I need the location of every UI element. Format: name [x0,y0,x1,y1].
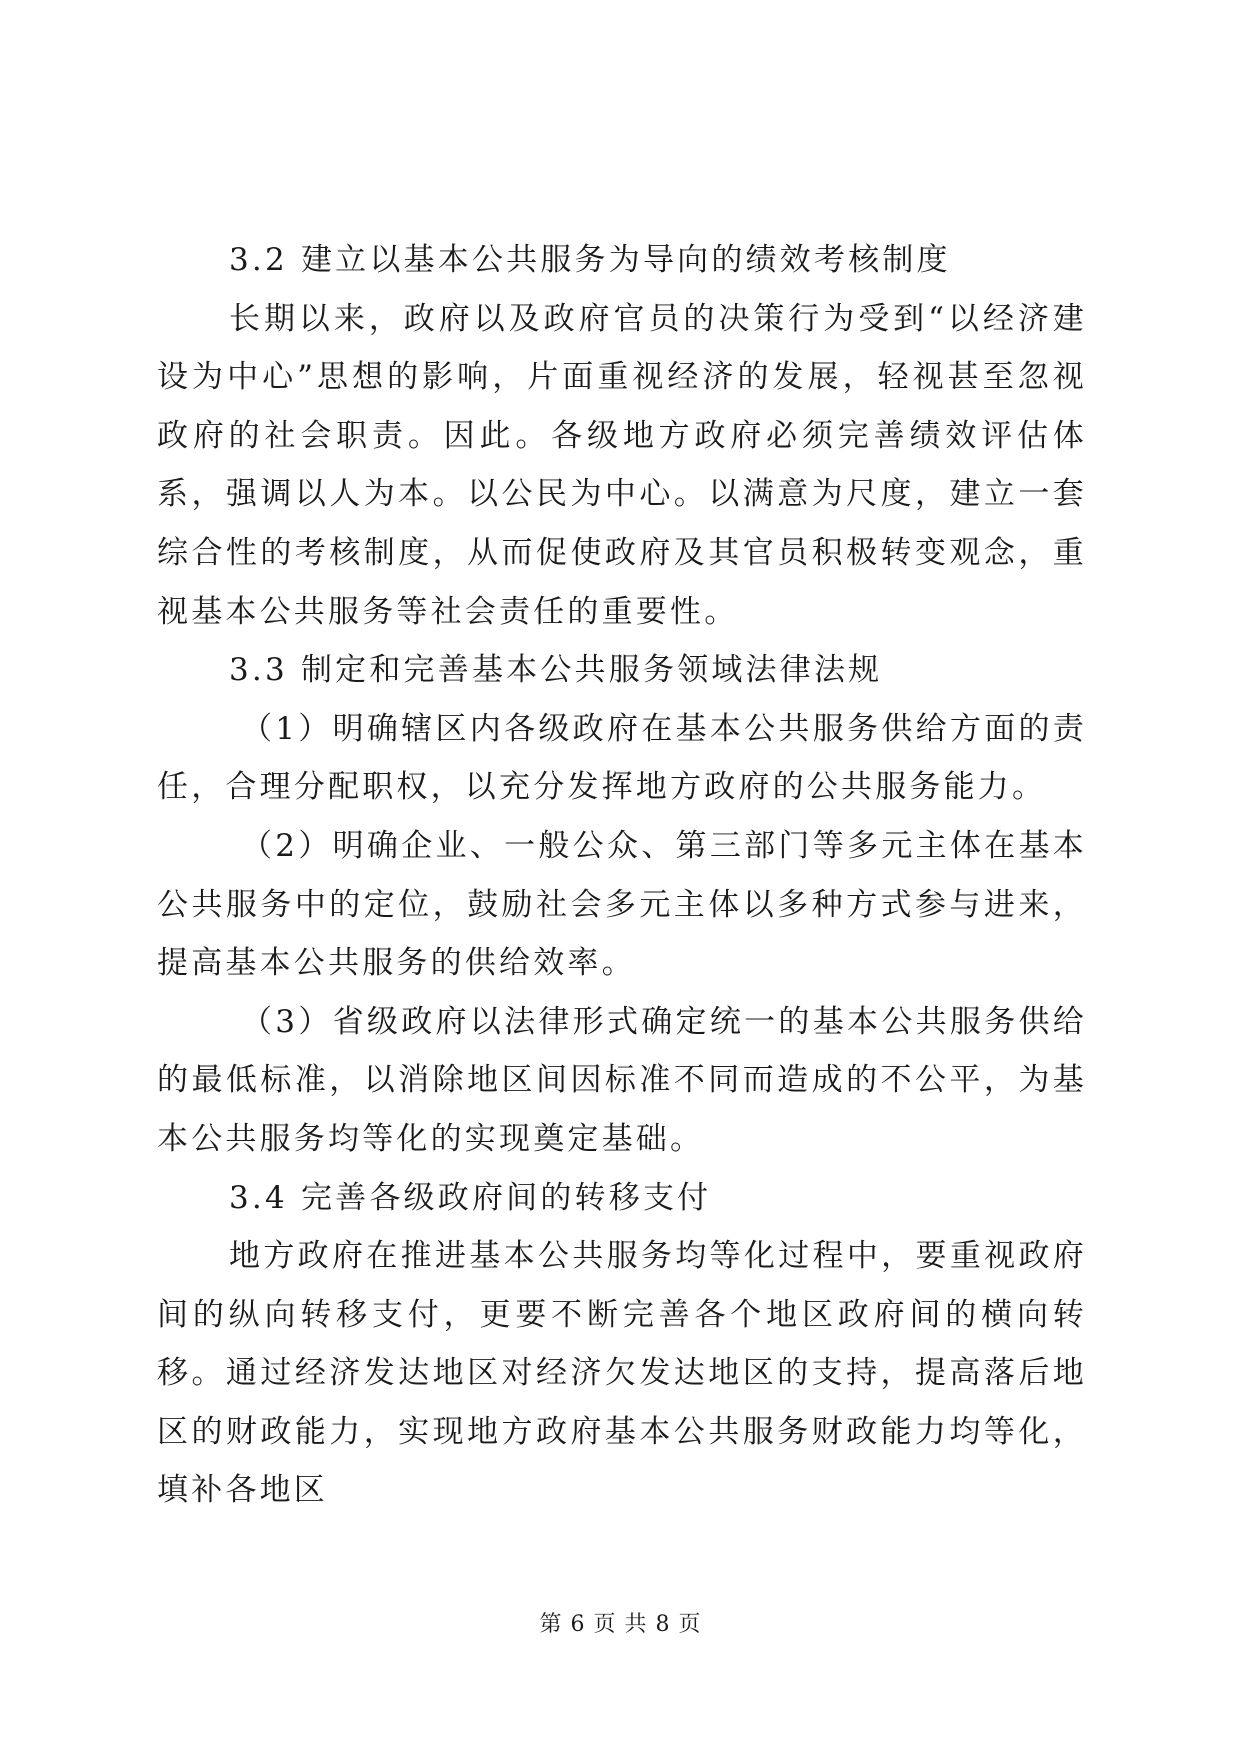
section-heading-3-2: 3.2 建立以基本公共服务为导向的绩效考核制度 [229,242,951,278]
page-number-footer: 第 6 页 共 8 页 [539,1612,702,1637]
list-item-2: （2）明确企业、一般公众、第三部门等多元主体在基本公共服务中的定位，鼓励社会多元主体以多种方式参与进来，提高基本公共服务的供给效率。 [157,827,1087,982]
document-body [157,231,1087,1520]
list-item-3: （3）省级政府以法律形式确定统一的基本公共服务供给的最低标准，以消除地区间因标准不同而造成的不公平，为基本公共服务均等化的实现奠定基础。 [157,1003,1087,1157]
body-paragraph: 长期以来，政府以及政府官员的决策行为受到“以经济建设为中心”思想的影响，片面重视经济的发展，轻视甚至忽视政府的社会职责。因此。各级地方政府必须完善绩效评估体系，强调以人为本。以公民为中心。以满意为尺度，建立一套综合性的考核制度，从而促使政府及其官员积极转变观念，重视基本公共服务等社会责任的重要性。 [157,300,1087,630]
body-paragraph: 地方政府在推进基本公共服务均等化过程中，要重视政府间的纵向转移支付，更要不断完善各个地区政府间的横向转移。通过经济发达地区对经济欠发达地区的支持，提高落后地区的财政能力，实现地方政府基本公共服务财政能力均等化，填补各地区 [157,1238,1087,1509]
section-heading-3-4: 3.4 完善各级政府间的转移支付 [229,1179,712,1216]
list-item-1: （1）明确辖区内各级政府在基本公共服务供给方面的责任，合理分配职权，以充分发挥地方政府的公共服务能力。 [157,710,1087,806]
section-heading-3-3: 3.3 制定和完善基本公共服务领域法律法规 [229,652,883,689]
